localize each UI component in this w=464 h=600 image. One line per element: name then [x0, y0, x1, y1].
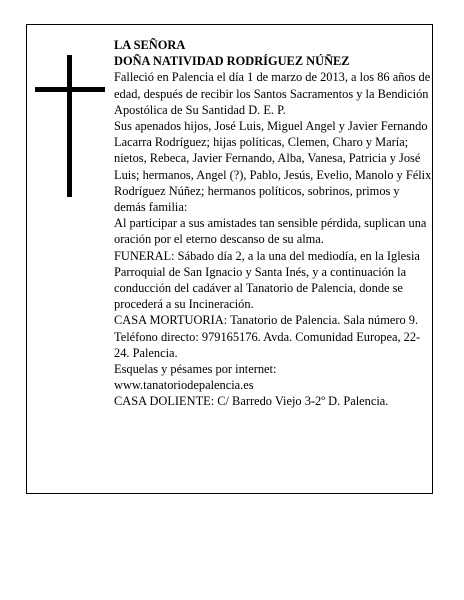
obituary-notice: [26, 24, 433, 494]
cross-horizontal-bar: [35, 87, 105, 92]
death-notice-text: Falleció en Palencia el día 1 de marzo de 2013, a los 86 años de edad, después de recibir los Santos Sacramentos y la Bendición Apostólica de Su Santidad D. E. P.: [114, 70, 431, 117]
cross-vertical-bar: [67, 55, 72, 197]
notice-title-line-1: LA SEÑORA: [114, 38, 186, 52]
request-text: Al participar a sus amistades tan sensible pérdida, suplican una oración por el eterno descanso de su alma.: [114, 216, 427, 247]
family-text: Sus apenados hijos, José Luis, Miguel Angel y Javier Fernando Lacarra Rodríguez; hijas políticas, Clemen, Charo y María; nietos, Rebeca, Javier Fernando, Alba, Vanesa, Patricia y José Luis; hermanos, Angel (?), Pablo, Jesús, Evelio, Manolo y Félix Rodríguez Núñez; hermanos políticos, sobrinos, primos y demás familia:: [114, 119, 432, 215]
notice-content: [114, 37, 432, 410]
funeral-text: FUNERAL: Sábado día 2, a la una del mediodía, en la Iglesia Parroquial de San Ignacio y Santa Inés, y a continuación la conducción del cadáver al Tanatorio de Palencia, donde se procederá a su Incineración.: [114, 248, 420, 312]
funeral-home-text: CASA MORTUORIA: Tanatorio de Palencia. Sala número 9. Teléfono directo: 979165176. Avda. Comunidad Europea, 22-24. Palencia.: [114, 313, 421, 360]
family-home-text: CASA DOLIENTE: C/ Barredo Viejo 3-2º D. Palencia.: [114, 394, 389, 409]
notice-title-line-2: DOÑA NATIVIDAD RODRÍGUEZ NÚÑEZ: [114, 54, 350, 69]
website-text: www.tanatoriodepalencia.es: [114, 378, 254, 393]
condolences-label: Esquelas y pésames por internet:: [114, 362, 277, 377]
